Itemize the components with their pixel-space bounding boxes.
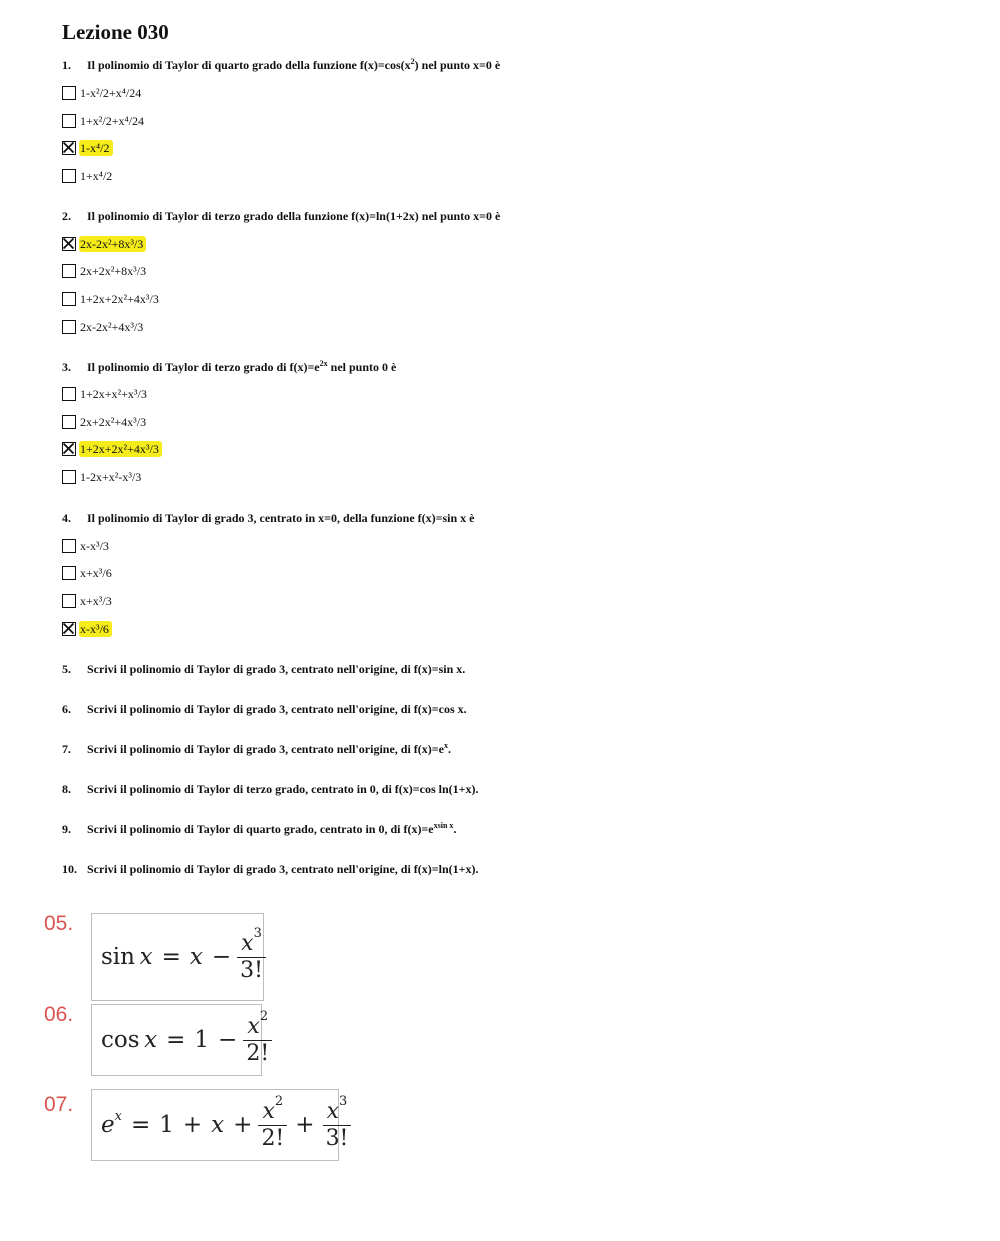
option-text: x+x³/6 xyxy=(80,566,112,580)
question-text: Il polinomio di Taylor di terzo grado di f(x)=e xyxy=(87,360,320,374)
question-text: Il polinomio di Taylor di grado 3, centrato in x=0, della funzione f(x)=sin x è xyxy=(87,511,475,525)
option-3b[interactable] xyxy=(62,413,149,431)
option-text: 1-2x+x²-x³/3 xyxy=(80,470,142,484)
option-2a[interactable] xyxy=(62,235,146,253)
question-text: Il polinomio di Taylor di terzo grado della funzione f(x)=ln(1+2x) nel punto x=0 è xyxy=(87,209,501,223)
question-10 xyxy=(62,862,478,877)
cross-mark-icon xyxy=(63,142,74,153)
question-3 xyxy=(62,360,396,375)
question-number: 1. xyxy=(62,58,71,72)
answer-label-07: 07. xyxy=(44,1093,74,1116)
option-3c[interactable] xyxy=(62,440,162,458)
checkbox[interactable] xyxy=(62,566,76,580)
checkbox[interactable] xyxy=(62,387,76,401)
question-number: 9. xyxy=(62,822,71,836)
checkbox[interactable] xyxy=(62,292,76,306)
option-text: 1+x²/2+x⁴/24 xyxy=(80,114,144,128)
page-title: Lezione 030 xyxy=(62,20,169,44)
option-4b[interactable] xyxy=(62,564,115,582)
question-text-end: . xyxy=(447,742,451,756)
option-text: 2x+2x²+4x³/3 xyxy=(80,415,147,429)
question-4 xyxy=(62,511,475,526)
option-2c[interactable] xyxy=(62,290,162,308)
option-4c[interactable] xyxy=(62,592,115,610)
option-text: 2x+2x²+8x³/3 xyxy=(80,264,147,278)
question-text: Il polinomio di Taylor di quarto grado della funzione f(x)=cos(x xyxy=(87,58,411,72)
question-text-end: ) nel punto x=0 è xyxy=(414,58,501,72)
question-number: 8. xyxy=(62,782,71,796)
question-text: Scrivi il polinomio di Taylor di grado 3, centrato nell'origine, di f(x)=cos x. xyxy=(87,702,467,716)
question-text: Scrivi il polinomio di Taylor di grado 3, centrato nell'origine, di f(x)=ln(1+x). xyxy=(87,862,479,876)
option-text: 1+2x+x²+x³/3 xyxy=(80,387,147,401)
checkbox-checked[interactable] xyxy=(62,442,76,456)
option-2d[interactable] xyxy=(62,318,146,336)
option-text-selected: 1-x⁴/2 xyxy=(79,140,113,156)
question-superscript: 2 xyxy=(410,57,415,66)
option-3d[interactable] xyxy=(62,468,144,486)
option-3a[interactable] xyxy=(62,385,150,403)
question-text: Scrivi il polinomio di Taylor di grado 3, centrato nell'origine, di f(x)=e xyxy=(87,742,444,756)
cross-mark-icon xyxy=(63,623,74,634)
checkbox[interactable] xyxy=(62,415,76,429)
checkbox[interactable] xyxy=(62,320,76,334)
question-number: 7. xyxy=(62,742,71,756)
question-number: 3. xyxy=(62,360,71,374)
option-4a[interactable] xyxy=(62,537,112,555)
answer-formula-06: cos x = 1 − $\frac{x^2}{2!}$ xyxy=(91,1004,262,1076)
question-1 xyxy=(62,58,500,73)
option-text-selected: 1+2x+2x²+4x³/3 xyxy=(79,441,162,457)
answer-formula-07: $e^x$ = 1 + x + $\frac{x^2}{2!}$ + $\frac{x^3}{3!}$ xyxy=(91,1089,339,1161)
question-7 xyxy=(62,742,451,757)
question-superscript: x xyxy=(443,741,448,750)
checkbox-checked[interactable] xyxy=(62,237,76,251)
question-superscript: xsin x xyxy=(433,821,454,830)
question-text-end: nel punto 0 è xyxy=(327,360,397,374)
question-number: 6. xyxy=(62,702,71,716)
option-2b[interactable] xyxy=(62,262,149,280)
question-superscript: 2x xyxy=(319,359,328,368)
option-1b[interactable] xyxy=(62,112,147,130)
question-text-end: . xyxy=(453,822,457,836)
option-text: 2x-2x²+4x³/3 xyxy=(80,320,144,334)
cross-mark-icon xyxy=(63,443,74,454)
option-text-selected: x-x³/6 xyxy=(79,621,112,637)
question-number: 4. xyxy=(62,511,71,525)
option-1a[interactable] xyxy=(62,84,144,102)
option-text: x+x³/3 xyxy=(80,594,112,608)
cross-mark-icon xyxy=(63,238,74,249)
option-text: 1+2x+2x²+4x³/3 xyxy=(80,292,159,306)
checkbox[interactable] xyxy=(62,86,76,100)
checkbox[interactable] xyxy=(62,470,76,484)
checkbox-checked[interactable] xyxy=(62,141,76,155)
answer-label-05: 05. xyxy=(44,912,74,935)
option-1c[interactable] xyxy=(62,139,113,157)
checkbox[interactable] xyxy=(62,539,76,553)
question-5 xyxy=(62,662,465,677)
option-4d[interactable] xyxy=(62,620,112,638)
question-2 xyxy=(62,209,500,224)
question-6 xyxy=(62,702,467,717)
option-text: 1-x²/2+x⁴/24 xyxy=(80,86,142,100)
checkbox[interactable] xyxy=(62,169,76,183)
question-9 xyxy=(62,822,456,837)
option-text: x-x³/3 xyxy=(80,539,109,553)
option-text: 1+x⁴/2 xyxy=(80,169,113,183)
question-text: Scrivi il polinomio di Taylor di grado 3, centrato nell'origine, di f(x)=sin x. xyxy=(87,662,466,676)
checkbox[interactable] xyxy=(62,264,76,278)
answer-formula-05: sin x = x − $\frac{x^3}{3!}$ xyxy=(91,913,264,1001)
checkbox[interactable] xyxy=(62,114,76,128)
question-number: 10. xyxy=(62,862,77,876)
option-1d[interactable] xyxy=(62,167,115,185)
option-text-selected: 2x-2x²+8x³/3 xyxy=(79,236,146,252)
question-text: Scrivi il polinomio di Taylor di quarto grado, centrato in 0, di f(x)=e xyxy=(87,822,434,836)
question-number: 5. xyxy=(62,662,71,676)
checkbox-checked[interactable] xyxy=(62,622,76,636)
question-text: Scrivi il polinomio di Taylor di terzo grado, centrato in 0, di f(x)=cos ln(1+x). xyxy=(87,782,479,796)
checkbox[interactable] xyxy=(62,594,76,608)
question-8 xyxy=(62,782,478,797)
question-number: 2. xyxy=(62,209,71,223)
answer-label-06: 06. xyxy=(44,1003,74,1026)
